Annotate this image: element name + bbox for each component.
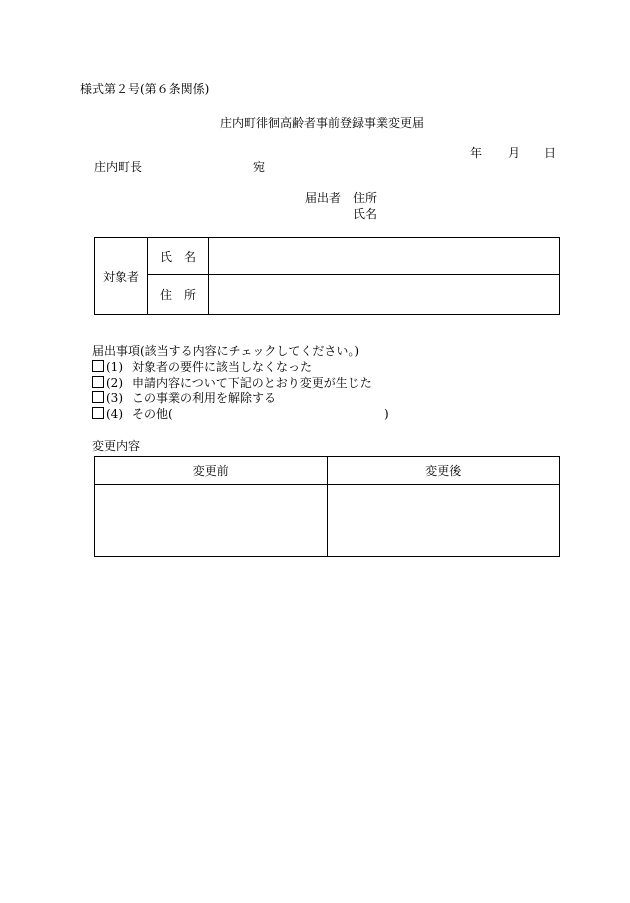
checkbox[interactable]: [92, 391, 104, 403]
subject-row-header: 対象者: [95, 238, 148, 315]
change-before-header: 変更前: [95, 457, 328, 485]
subject-address-label: 住 所: [148, 275, 209, 315]
change-after-field[interactable]: [327, 485, 560, 557]
subject-name-label: 氏 名: [148, 238, 209, 275]
addressee: 庄内町長: [94, 160, 143, 174]
notification-item: (2) 申請内容について下記のとおり変更が生じた: [92, 376, 372, 390]
notification-item: (3) この事業の利用を解除する: [92, 391, 276, 405]
date-month-label: 月: [508, 146, 521, 160]
form-title: 庄内町徘徊高齢者事前登録事業変更届: [220, 116, 425, 130]
checkbox[interactable]: [92, 360, 104, 372]
applicant-address-label: 住所: [353, 191, 378, 205]
applicant-name-label: 氏名: [353, 207, 378, 221]
change-table: [94, 456, 560, 557]
date-day-label: 日: [544, 146, 557, 160]
subject-table: [94, 237, 560, 315]
applicant-label: 届出者: [305, 191, 342, 205]
change-heading: 変更内容: [92, 439, 141, 453]
subject-name-field[interactable]: [209, 238, 560, 275]
subject-address-field[interactable]: [209, 275, 560, 315]
notification-item: (1) 対象者の要件に該当しなくなった: [92, 360, 312, 374]
change-after-header: 変更後: [327, 457, 560, 485]
checkbox[interactable]: [92, 376, 104, 388]
notification-item: (4) その他( ): [92, 407, 492, 421]
change-before-field[interactable]: [95, 485, 328, 557]
notification-heading: 届出事項(該当する内容にチェックしてください。): [92, 344, 360, 358]
date-year-label: 年: [470, 146, 483, 160]
checkbox[interactable]: [92, 407, 104, 419]
form-number: 様式第２号(第６条関係): [80, 82, 210, 96]
addressee-suffix: 宛: [253, 160, 266, 174]
